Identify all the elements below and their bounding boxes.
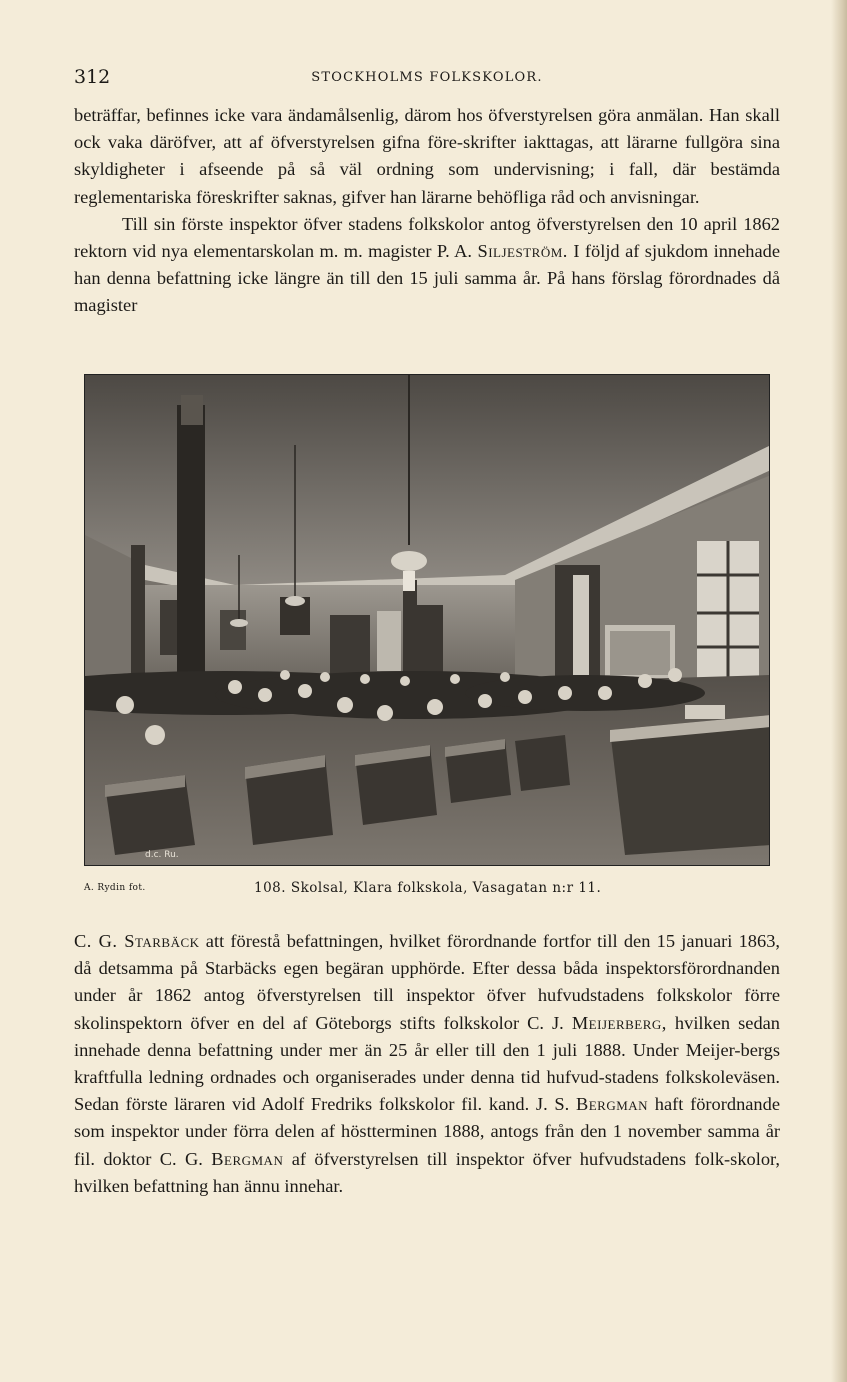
body-text-bottom <box>74 928 780 1200</box>
name-cg-bergman: Bergman <box>211 1148 284 1169</box>
page-header <box>74 66 780 92</box>
paragraph-3 <box>74 928 780 1200</box>
paragraph-3-part-6: haft förordnande som inspektor under förra delen af höstterminen 1888, antogs från den 1 november samma år fil. doktor C. G. <box>74 1094 780 1169</box>
photo-signature: d.c. Ru. <box>145 850 179 860</box>
paragraph-1: beträffar, befinnes icke vara ändamålsenlig, därom hos öfverstyrelsen göra anmälan. Han skall ock vaka däröfver, att af öfverstyrelsen gifna före-skrifter iakttagas, att lärarne fullgöra sina skyldigheter i afseende på så väl ordning som undervisning; i fall, där bestämda reglementariska föreskrifter saknas, gifver han lärarne behöfliga råd och anvisningar. <box>74 105 780 207</box>
paragraph-3-part-4: hvilken sedan innehade denna befattning under mer än 25 år eller till den 1 juli 1888. Under Meijer-bergs kraftfulla ledning ordnades och organiserades under denna tid hufvud-stadens folkskoleväsen. Sedan förste läraren vid Adolf Fredriks folkskolor fil. kand. J. S. <box>74 1012 780 1115</box>
paragraph-3-part-2: att förestå befattningen, hvilket förordnande fortfor till den 15 januari 1863, då detsamma på Starbäcks egen begäran upphörde. Efter dessa båda inspektorsförordnanden under år 1862 antog öfverstyrelsen till inspektor öfver hufvudstadens folkskolor förre skolinspektorn öfver en del af Göteborgs stifts folkskolor C. J. <box>74 931 780 1033</box>
page-number: 312 <box>74 66 111 88</box>
photo-credit: A. Rydin fot. <box>84 883 146 893</box>
name-starback: C. G. Starbäck <box>74 931 200 951</box>
paragraph-2 <box>74 211 780 320</box>
page-edge-shadow <box>831 0 847 1382</box>
figure-caption-row <box>84 880 770 900</box>
running-title: STOCKHOLMS FOLKSKOLOR. <box>311 70 543 85</box>
body-text-top <box>74 102 780 320</box>
paragraph-2-part-b: I följd af sjukdom innehade han denna befattning icke längre än till den 15 juli samma år. På hans förslag förordnades då magister <box>74 241 780 316</box>
figure-caption: 108. Skolsal, Klara folkskola, Vasagatan n:r 11. <box>254 880 602 896</box>
classroom-photograph <box>84 374 770 866</box>
name-siljestrom: Siljeström. <box>477 241 568 262</box>
classroom-photo-illustration <box>85 375 770 866</box>
paragraph-2-part-a: Till sin förste inspektor öfver stadens folkskolor antog öfverstyrelsen den 10 april 1862 rektorn vid nya elementarskolan m. m. magister P. A. <box>74 213 780 262</box>
name-meijerberg: Meijerberg, <box>571 1012 667 1033</box>
paragraph-3-part-8: af öfverstyrelsen till inspektor öfver hufvudstadens folk-skolor, hvilken befattning han ännu innehar. <box>74 1148 780 1196</box>
name-js-bergman: Bergman <box>575 1094 649 1115</box>
